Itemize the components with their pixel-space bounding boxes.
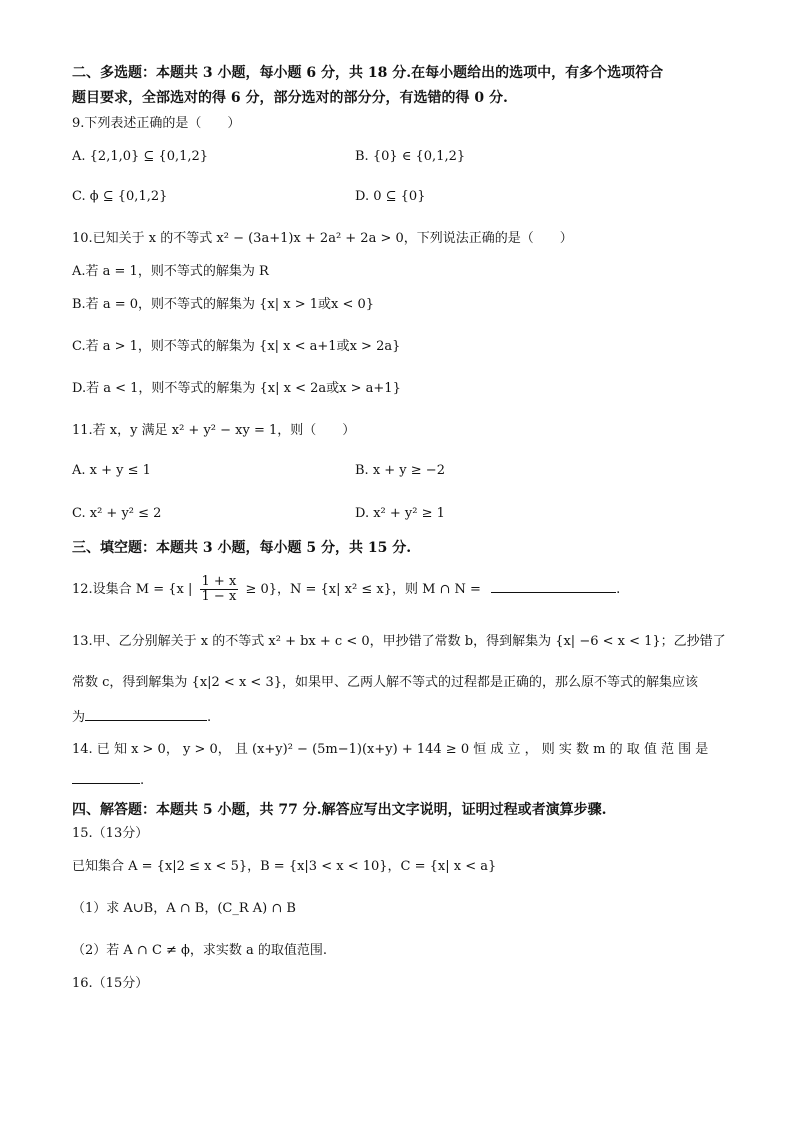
q13-answer-blank[interactable] xyxy=(85,707,207,721)
q9-option-d: D. 0 ⊆ {0} xyxy=(355,189,426,204)
q13-line2: 常数 c，得到解集为 {x|2 < x < 3}，如果甲、乙两人解不等式的过程都是正确的，那么原不等式的解集应该 xyxy=(72,675,698,690)
q15-part2: （2）若 A ∩ C ≠ ϕ，求实数 a 的取值范围. xyxy=(72,943,328,958)
q12-prefix: 12.设集合 M = {x | xyxy=(72,582,193,597)
q12-suffix: ≥ 0}，N = {x| x² ≤ x}，则 M ∩ N = xyxy=(245,582,481,597)
q10-stem: 10.已知关于 x 的不等式 x² − (3a+1)x + 2a² + 2a > 0，下列说法正确的是（ ） xyxy=(72,231,573,246)
q16-header: 16.（15分） xyxy=(72,976,149,991)
q13-end: . xyxy=(207,710,212,725)
q12-numerator: 1 + x xyxy=(201,574,237,589)
q12-line xyxy=(72,575,620,605)
q9-option-c: C. ϕ ⊆ {0,1,2} xyxy=(72,189,168,204)
q14-answer-blank[interactable] xyxy=(72,770,140,784)
q11-stem: 11.若 x，y 满足 x² + y² − xy = 1，则（ ） xyxy=(72,423,356,438)
q10-option-a: A.若 a = 1，则不等式的解集为 R xyxy=(72,264,269,279)
q10-option-b: B.若 a = 0，则不等式的解集为 {x| x > 1或x < 0} xyxy=(72,297,375,312)
q15-part1: （1）求 A∪B，A ∩ B，(C_R A) ∩ B xyxy=(72,901,296,916)
q10-option-c: C.若 a > 1，则不等式的解集为 {x| x < a+1或x > 2a} xyxy=(72,339,401,354)
q11-option-c: C. x² + y² ≤ 2 xyxy=(72,506,162,521)
q12-end: . xyxy=(616,582,621,597)
q9-option-b: B. {0} ∈ {0,1,2} xyxy=(355,149,466,164)
q14-line2 xyxy=(72,770,144,791)
q11-option-a: A. x + y ≤ 1 xyxy=(72,463,151,478)
q14-end: . xyxy=(140,773,145,788)
q15-given: 已知集合 A = {x|2 ≤ x < 5}，B = {x|3 < x < 10}，C = {x| x < a} xyxy=(72,859,497,874)
q12-answer-blank[interactable] xyxy=(491,579,616,593)
q11-option-b: B. x + y ≥ −2 xyxy=(355,463,445,478)
section2-title-line2: 题目要求，全部选对的得 6 分，部分选对的部分分，有选错的得 0 分. xyxy=(72,90,508,106)
q10-option-d: D.若 a < 1，则不等式的解集为 {x| x < 2a或x > a+1} xyxy=(72,381,401,396)
section4-title: 四、解答题：本题共 5 小题，共 77 分.解答应写出文字说明，证明过程或者演算步骤. xyxy=(72,802,607,818)
q12-fraction xyxy=(200,575,239,604)
q13-line1: 13.甲、乙分别解关于 x 的不等式 x² + bx + c < 0，甲抄错了常数 b，得到解集为 {x| −6 < x < 1}；乙抄错了 xyxy=(72,634,726,649)
q13-line3 xyxy=(72,707,211,728)
q9-option-a: A. {2,1,0} ⊆ {0,1,2} xyxy=(72,149,209,164)
q14-line1: 14. 已 知 x > 0， y > 0， 且 (x+y)² − (5m−1)(x+y) + 144 ≥ 0 恒 成 立 ， 则 实 数 m 的 取 值 范 围 是 xyxy=(72,742,709,757)
q12-denominator: 1 − x xyxy=(201,589,237,604)
q15-header: 15.（13分） xyxy=(72,826,149,841)
q13-line3-text: 为 xyxy=(72,710,86,725)
section2-title-line1: 二、多选题：本题共 3 小题，每小题 6 分，共 18 分.在每小题给出的选项中，有多个选项符合 xyxy=(72,65,664,81)
q11-option-d: D. x² + y² ≥ 1 xyxy=(355,506,445,521)
q9-stem: 9.下列表述正确的是（ ） xyxy=(72,116,241,131)
section3-title: 三、填空题：本题共 3 小题，每小题 5 分，共 15 分. xyxy=(72,540,412,556)
